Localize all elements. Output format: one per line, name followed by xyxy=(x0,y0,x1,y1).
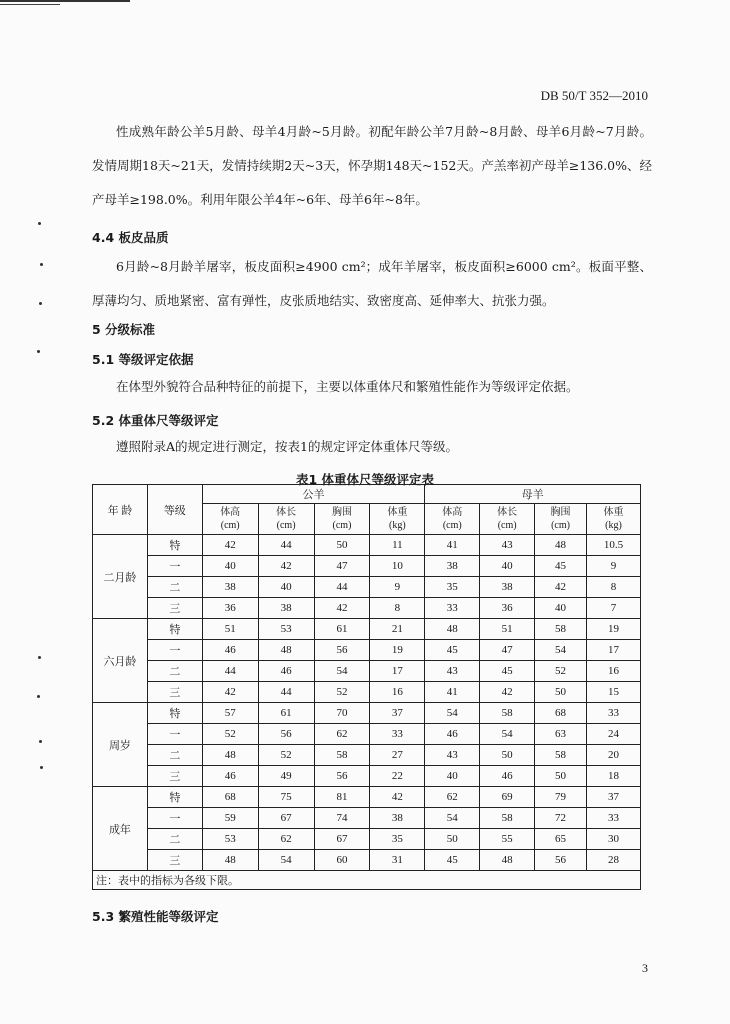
paragraph-reproduction: 性成熟年龄公羊5月龄、母羊4月龄~5月龄。初配年龄公羊7月龄~8月龄、母羊6月龄~7月龄。发情周期18天~21天，发情持续期2天~3天，怀孕期148天~152天。产羔率初产母羊≥136.0%、经产母羊≥198.0%。利用年限公羊4年~6年、母羊6年~8年。 xyxy=(92,124,652,207)
section-heading-5-3: 5.3 繁殖性能等级评定 xyxy=(92,909,219,924)
value-cell: 52 xyxy=(202,724,258,745)
value-cell: 35 xyxy=(370,829,425,850)
value-cell: 31 xyxy=(370,850,425,871)
section-heading-5: 5 分级标准 xyxy=(92,322,156,337)
value-cell: 33 xyxy=(370,724,425,745)
scan-edge-line xyxy=(0,0,130,2)
value-cell: 74 xyxy=(314,808,370,829)
value-cell: 62 xyxy=(425,787,480,808)
value-cell: 57 xyxy=(202,703,258,724)
value-cell: 45 xyxy=(425,640,480,661)
value-cell: 81 xyxy=(314,787,370,808)
grade-cell: 三 xyxy=(147,682,202,703)
paragraph-grading-basis: 在体型外貌符合品种特征的前提下，主要以体重体尺和繁殖性能作为等级评定依据。 xyxy=(116,379,579,394)
value-cell: 41 xyxy=(425,682,480,703)
table-row xyxy=(93,724,641,745)
value-cell: 46 xyxy=(258,661,314,682)
value-cell: 69 xyxy=(480,787,535,808)
value-cell: 9 xyxy=(587,556,641,577)
header-female-chest: 胸围 (cm) xyxy=(535,504,587,535)
value-cell: 49 xyxy=(258,766,314,787)
header-female-height: 体高 (cm) xyxy=(425,504,480,535)
value-cell: 53 xyxy=(202,829,258,850)
value-cell: 44 xyxy=(314,577,370,598)
grade-cell: 特 xyxy=(147,703,202,724)
value-cell: 50 xyxy=(535,766,587,787)
section-heading-4-4: 4.4 板皮品质 xyxy=(92,230,169,245)
table-row xyxy=(93,703,641,724)
value-cell: 17 xyxy=(370,661,425,682)
header-male-chest: 胸围 (cm) xyxy=(314,504,370,535)
scan-speck xyxy=(38,656,41,659)
header-female: 母羊 xyxy=(425,485,641,504)
scan-speck xyxy=(37,350,40,353)
value-cell: 79 xyxy=(535,787,587,808)
value-cell: 35 xyxy=(425,577,480,598)
value-cell: 48 xyxy=(480,850,535,871)
value-cell: 10.5 xyxy=(587,535,641,556)
value-cell: 46 xyxy=(480,766,535,787)
value-cell: 60 xyxy=(314,850,370,871)
value-cell: 61 xyxy=(258,703,314,724)
value-cell: 58 xyxy=(535,619,587,640)
value-cell: 48 xyxy=(202,850,258,871)
value-cell: 58 xyxy=(480,703,535,724)
table-row xyxy=(93,556,641,577)
scan-speck xyxy=(38,222,41,225)
grade-cell: 一 xyxy=(147,640,202,661)
value-cell: 16 xyxy=(370,682,425,703)
value-cell: 54 xyxy=(258,850,314,871)
table-row xyxy=(93,640,641,661)
value-cell: 54 xyxy=(425,703,480,724)
value-cell: 43 xyxy=(425,745,480,766)
table-row xyxy=(93,598,641,619)
value-cell: 38 xyxy=(480,577,535,598)
value-cell: 56 xyxy=(314,640,370,661)
value-cell: 67 xyxy=(258,808,314,829)
value-cell: 44 xyxy=(202,661,258,682)
value-cell: 58 xyxy=(314,745,370,766)
value-cell: 48 xyxy=(202,745,258,766)
value-cell: 42 xyxy=(202,682,258,703)
grade-cell: 三 xyxy=(147,598,202,619)
table-row xyxy=(93,577,641,598)
value-cell: 67 xyxy=(314,829,370,850)
document-id: DB 50/T 352—2010 xyxy=(540,88,648,103)
value-cell: 38 xyxy=(370,808,425,829)
value-cell: 37 xyxy=(587,787,641,808)
table-note: 注：表中的指标为各级下限。 xyxy=(93,871,641,890)
table-caption: 表1 体重体尺等级评定表 xyxy=(295,472,435,487)
value-cell: 54 xyxy=(535,640,587,661)
value-cell: 20 xyxy=(587,745,641,766)
value-cell: 30 xyxy=(587,829,641,850)
header-grade: 等级 xyxy=(147,485,202,535)
value-cell: 56 xyxy=(535,850,587,871)
value-cell: 42 xyxy=(370,787,425,808)
header-age: 年 龄 xyxy=(93,485,148,535)
paragraph-table-reference: 遵照附录A的规定进行测定，按表1的规定评定体重体尺等级。 xyxy=(116,439,458,454)
scan-speck xyxy=(39,302,42,305)
section-heading-5-1: 5.1 等级评定依据 xyxy=(92,352,194,367)
grade-cell: 二 xyxy=(147,577,202,598)
table-row xyxy=(93,808,641,829)
value-cell: 40 xyxy=(480,556,535,577)
value-cell: 70 xyxy=(314,703,370,724)
value-cell: 59 xyxy=(202,808,258,829)
value-cell: 38 xyxy=(258,598,314,619)
value-cell: 38 xyxy=(425,556,480,577)
grade-cell: 特 xyxy=(147,535,202,556)
value-cell: 42 xyxy=(535,577,587,598)
value-cell: 9 xyxy=(370,577,425,598)
scan-edge-line xyxy=(0,4,60,5)
value-cell: 33 xyxy=(587,703,641,724)
value-cell: 41 xyxy=(425,535,480,556)
value-cell: 44 xyxy=(258,535,314,556)
header-female-weight: 体重 (kg) xyxy=(587,504,641,535)
value-cell: 51 xyxy=(202,619,258,640)
value-cell: 33 xyxy=(587,808,641,829)
table-row xyxy=(93,619,641,640)
value-cell: 45 xyxy=(480,661,535,682)
value-cell: 40 xyxy=(258,577,314,598)
scan-speck xyxy=(39,740,42,743)
value-cell: 18 xyxy=(587,766,641,787)
value-cell: 44 xyxy=(258,682,314,703)
value-cell: 42 xyxy=(202,535,258,556)
value-cell: 40 xyxy=(535,598,587,619)
table-row xyxy=(93,661,641,682)
grading-table xyxy=(92,484,641,890)
value-cell: 52 xyxy=(258,745,314,766)
table-row xyxy=(93,766,641,787)
value-cell: 42 xyxy=(480,682,535,703)
value-cell: 45 xyxy=(425,850,480,871)
table-row xyxy=(93,850,641,871)
value-cell: 48 xyxy=(258,640,314,661)
value-cell: 43 xyxy=(425,661,480,682)
value-cell: 17 xyxy=(587,640,641,661)
age-cell: 二月龄 xyxy=(93,535,148,619)
table-row xyxy=(93,745,641,766)
value-cell: 38 xyxy=(202,577,258,598)
value-cell: 47 xyxy=(480,640,535,661)
value-cell: 50 xyxy=(480,745,535,766)
value-cell: 46 xyxy=(202,640,258,661)
value-cell: 37 xyxy=(370,703,425,724)
value-cell: 21 xyxy=(370,619,425,640)
value-cell: 42 xyxy=(258,556,314,577)
value-cell: 10 xyxy=(370,556,425,577)
value-cell: 42 xyxy=(314,598,370,619)
value-cell: 75 xyxy=(258,787,314,808)
value-cell: 7 xyxy=(587,598,641,619)
table-row xyxy=(93,829,641,850)
scan-speck xyxy=(37,695,40,698)
value-cell: 48 xyxy=(425,619,480,640)
value-cell: 46 xyxy=(425,724,480,745)
age-cell: 六月龄 xyxy=(93,619,148,703)
value-cell: 40 xyxy=(425,766,480,787)
value-cell: 40 xyxy=(202,556,258,577)
value-cell: 45 xyxy=(535,556,587,577)
value-cell: 52 xyxy=(314,682,370,703)
value-cell: 19 xyxy=(587,619,641,640)
grade-cell: 二 xyxy=(147,829,202,850)
value-cell: 24 xyxy=(587,724,641,745)
value-cell: 55 xyxy=(480,829,535,850)
value-cell: 48 xyxy=(535,535,587,556)
value-cell: 50 xyxy=(314,535,370,556)
value-cell: 50 xyxy=(425,829,480,850)
value-cell: 51 xyxy=(480,619,535,640)
header-male-weight: 体重 (kg) xyxy=(370,504,425,535)
grade-cell: 一 xyxy=(147,556,202,577)
table-note-row xyxy=(93,871,641,890)
grade-cell: 三 xyxy=(147,850,202,871)
grade-cell: 一 xyxy=(147,808,202,829)
table-row xyxy=(93,535,641,556)
grade-cell: 二 xyxy=(147,661,202,682)
value-cell: 68 xyxy=(202,787,258,808)
value-cell: 11 xyxy=(370,535,425,556)
value-cell: 68 xyxy=(535,703,587,724)
value-cell: 65 xyxy=(535,829,587,850)
value-cell: 8 xyxy=(587,577,641,598)
value-cell: 62 xyxy=(314,724,370,745)
paragraph-pelt-quality: 6月龄~8月龄羊屠宰，板皮面积≥4900 cm²；成年羊屠宰，板皮面积≥6000 cm²。板面平整、厚薄均匀、质地紧密、富有弹性，皮张质地结实、致密度高、延伸率大、抗张力强。 xyxy=(92,259,652,308)
header-male: 公羊 xyxy=(202,485,425,504)
value-cell: 50 xyxy=(535,682,587,703)
value-cell: 58 xyxy=(535,745,587,766)
grade-cell: 一 xyxy=(147,724,202,745)
value-cell: 46 xyxy=(202,766,258,787)
value-cell: 63 xyxy=(535,724,587,745)
value-cell: 22 xyxy=(370,766,425,787)
grade-cell: 三 xyxy=(147,766,202,787)
value-cell: 54 xyxy=(314,661,370,682)
header-female-length: 体长 (cm) xyxy=(480,504,535,535)
value-cell: 61 xyxy=(314,619,370,640)
grade-cell: 二 xyxy=(147,745,202,766)
value-cell: 16 xyxy=(587,661,641,682)
header-male-height: 体高 (cm) xyxy=(202,504,258,535)
table-row xyxy=(93,682,641,703)
value-cell: 28 xyxy=(587,850,641,871)
value-cell: 54 xyxy=(425,808,480,829)
value-cell: 53 xyxy=(258,619,314,640)
value-cell: 62 xyxy=(258,829,314,850)
value-cell: 36 xyxy=(202,598,258,619)
value-cell: 47 xyxy=(314,556,370,577)
value-cell: 54 xyxy=(480,724,535,745)
grade-cell: 特 xyxy=(147,619,202,640)
page-number: 3 xyxy=(642,961,648,975)
value-cell: 58 xyxy=(480,808,535,829)
scan-speck xyxy=(40,766,43,769)
header-male-length: 体长 (cm) xyxy=(258,504,314,535)
age-cell: 周岁 xyxy=(93,703,148,787)
table-row xyxy=(93,787,641,808)
value-cell: 33 xyxy=(425,598,480,619)
value-cell: 8 xyxy=(370,598,425,619)
age-cell: 成年 xyxy=(93,787,148,871)
grade-cell: 特 xyxy=(147,787,202,808)
section-heading-5-2: 5.2 体重体尺等级评定 xyxy=(92,413,219,428)
value-cell: 56 xyxy=(258,724,314,745)
value-cell: 56 xyxy=(314,766,370,787)
value-cell: 72 xyxy=(535,808,587,829)
value-cell: 43 xyxy=(480,535,535,556)
value-cell: 15 xyxy=(587,682,641,703)
value-cell: 19 xyxy=(370,640,425,661)
value-cell: 36 xyxy=(480,598,535,619)
value-cell: 52 xyxy=(535,661,587,682)
scan-speck xyxy=(40,263,43,266)
value-cell: 27 xyxy=(370,745,425,766)
